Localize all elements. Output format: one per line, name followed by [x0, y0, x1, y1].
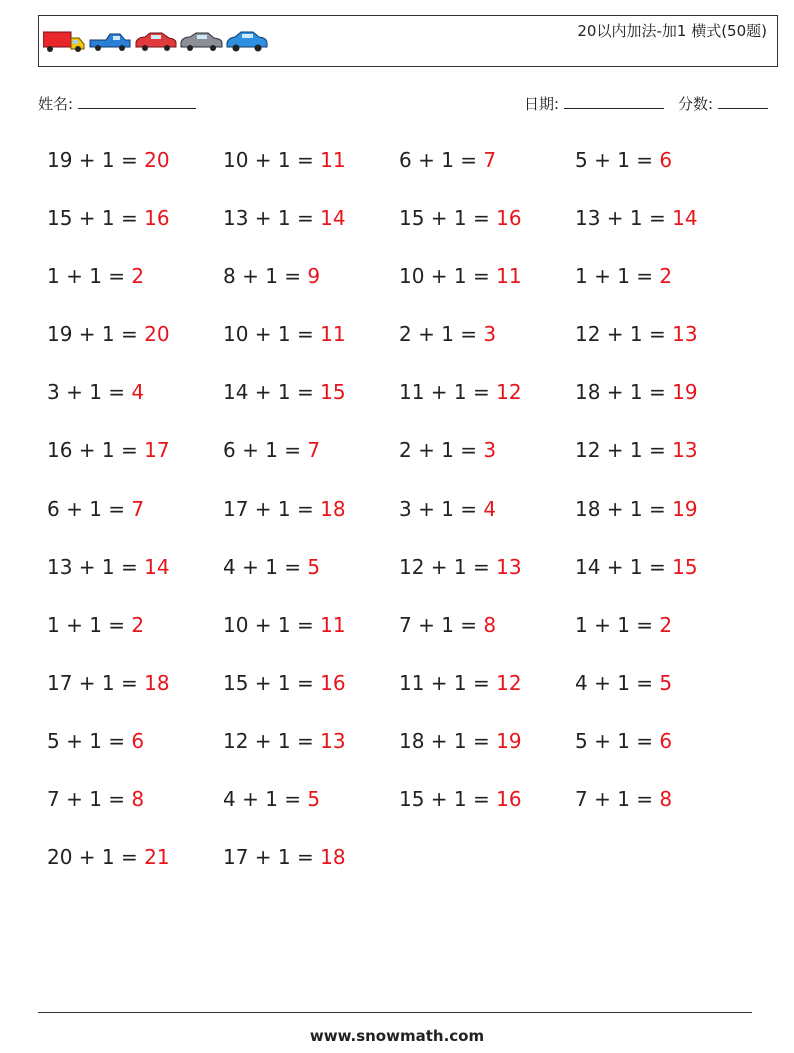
problem-answer: 4 — [131, 380, 145, 405]
problem-question: 20 + 1 = — [47, 845, 145, 870]
problem-answer: 2 — [131, 612, 145, 637]
problem-answer: 2 — [131, 264, 145, 289]
problem-question: 12 + 1 = — [223, 728, 321, 753]
problem-item — [223, 262, 399, 320]
problem-item — [399, 669, 575, 727]
problem-item — [399, 378, 575, 436]
problem-question: 5 + 1 = — [575, 728, 660, 753]
problem-question: 13 + 1 = — [223, 206, 321, 231]
problem-item — [575, 262, 751, 320]
problem-answer: 7 — [307, 438, 321, 463]
problem-answer: 11 — [320, 148, 346, 172]
problem-question: 10 + 1 = — [223, 612, 321, 637]
problem-item — [575, 378, 751, 436]
problem-answer: 6 — [131, 728, 145, 753]
problem-item — [47, 495, 223, 553]
problem-item — [575, 727, 751, 785]
problem-item — [575, 553, 751, 611]
name-field — [38, 93, 196, 114]
problem-item — [399, 727, 575, 785]
vehicle-strip — [43, 30, 273, 54]
problem-question: 19 + 1 = — [47, 148, 145, 172]
problem-question: 17 + 1 = — [223, 496, 321, 521]
problem-question: 4 + 1 = — [223, 554, 308, 579]
problem-answer: 11 — [320, 612, 346, 637]
problem-row — [47, 785, 751, 843]
problem-question: 1 + 1 = — [47, 264, 132, 289]
problem-item — [47, 553, 223, 611]
problem-question: 2 + 1 = — [399, 322, 484, 347]
problem-item — [223, 785, 399, 843]
problem-question: 18 + 1 = — [399, 728, 497, 753]
problem-answer: 19 — [672, 380, 698, 405]
problem-question: 12 + 1 = — [399, 554, 497, 579]
problem-answer: 3 — [483, 322, 497, 347]
problem-question: 4 + 1 = — [223, 787, 308, 812]
problem-item — [575, 204, 751, 262]
problem-item — [223, 436, 399, 494]
problem-question: 5 + 1 = — [47, 728, 132, 753]
problem-answer: 19 — [672, 496, 698, 521]
problem-answer: 8 — [659, 787, 673, 812]
problem-question: 13 + 1 = — [575, 206, 673, 231]
problem-item — [47, 611, 223, 669]
problem-answer: 11 — [496, 264, 522, 289]
problem-answer: 17 — [144, 438, 170, 463]
problem-item — [223, 843, 399, 901]
problem-answer: 16 — [496, 206, 522, 231]
problem-question: 3 + 1 = — [47, 380, 132, 405]
problem-item — [47, 727, 223, 785]
problem-answer: 14 — [320, 206, 346, 231]
problem-answer: 2 — [659, 612, 673, 637]
problem-question: 1 + 1 = — [575, 264, 660, 289]
problem-question: 7 + 1 = — [47, 787, 132, 812]
problem-question: 6 + 1 = — [399, 148, 484, 172]
problem-item — [47, 843, 223, 901]
problem-answer: 9 — [307, 264, 321, 289]
problem-answer: 20 — [144, 322, 170, 347]
problem-item — [575, 320, 751, 378]
problem-answer: 16 — [320, 670, 346, 695]
problem-item — [47, 669, 223, 727]
date-label: 日期: — [524, 95, 560, 113]
problem-item — [47, 785, 223, 843]
problem-question: 15 + 1 = — [223, 670, 321, 695]
problem-answer: 14 — [144, 554, 170, 579]
problem-question: 16 + 1 = — [47, 438, 145, 463]
problem-answer: 18 — [320, 845, 346, 870]
problem-item — [47, 320, 223, 378]
problem-item — [223, 146, 399, 204]
problem-question: 6 + 1 = — [47, 496, 132, 521]
problem-answer: 18 — [320, 496, 346, 521]
problem-row — [47, 320, 751, 378]
problem-item — [399, 553, 575, 611]
problem-row — [47, 262, 751, 320]
problem-answer: 6 — [659, 728, 673, 753]
problem-item — [47, 378, 223, 436]
problem-answer: 4 — [483, 496, 497, 521]
problem-item — [223, 204, 399, 262]
problem-question: 2 + 1 = — [399, 438, 484, 463]
problem-answer: 5 — [307, 787, 321, 812]
problem-question: 1 + 1 = — [575, 612, 660, 637]
problem-item — [399, 495, 575, 553]
problem-item — [399, 146, 575, 204]
problem-row — [47, 669, 751, 727]
problem-item — [223, 669, 399, 727]
pickup-truck-icon — [90, 34, 130, 51]
problem-answer: 8 — [483, 612, 497, 637]
problem-answer: 13 — [496, 554, 522, 579]
problem-question: 1 + 1 = — [47, 612, 132, 637]
problem-answer: 14 — [672, 206, 698, 231]
problem-row — [47, 495, 751, 553]
problem-answer: 7 — [131, 496, 145, 521]
problem-item — [399, 204, 575, 262]
problem-row — [47, 843, 751, 901]
problem-question: 15 + 1 = — [399, 206, 497, 231]
problem-item — [47, 262, 223, 320]
problem-item — [575, 611, 751, 669]
problem-row — [47, 611, 751, 669]
problem-question: 17 + 1 = — [47, 670, 145, 695]
problem-answer: 2 — [659, 264, 673, 289]
problem-item — [399, 262, 575, 320]
problem-item — [575, 785, 751, 843]
problem-question: 15 + 1 = — [47, 206, 145, 231]
problem-question: 4 + 1 = — [575, 670, 660, 695]
problem-answer: 11 — [320, 322, 346, 347]
problem-item — [47, 146, 223, 204]
problem-row — [47, 204, 751, 262]
score-label: 分数: — [678, 95, 714, 113]
problem-item — [223, 727, 399, 785]
date-blank[interactable] — [564, 94, 664, 109]
problem-question: 18 + 1 = — [575, 496, 673, 521]
footer-divider — [38, 1012, 752, 1013]
gray-car-icon — [181, 33, 222, 51]
problem-question: 11 + 1 = — [399, 380, 497, 405]
problem-question: 10 + 1 = — [399, 264, 497, 289]
problem-question: 19 + 1 = — [47, 322, 145, 347]
problem-question: 8 + 1 = — [223, 264, 308, 289]
problem-answer: 16 — [496, 787, 522, 812]
problem-item — [223, 320, 399, 378]
worksheet-title: 20以内加法-加1 横式(50题) — [577, 22, 767, 40]
problem-item — [575, 669, 751, 727]
problem-answer: 12 — [496, 670, 522, 695]
problem-answer: 7 — [483, 148, 497, 172]
footer-url: www.snowmath.com — [309, 1027, 485, 1045]
name-label: 姓名: — [38, 95, 74, 113]
problem-answer: 13 — [672, 322, 698, 347]
problem-question: 3 + 1 = — [399, 496, 484, 521]
problem-answer: 18 — [144, 670, 170, 695]
problem-question: 11 + 1 = — [399, 670, 497, 695]
problem-answer: 5 — [659, 670, 673, 695]
problem-row — [47, 378, 751, 436]
problem-answer: 21 — [144, 845, 170, 870]
blue-car-icon — [227, 32, 267, 52]
problem-answer: 5 — [307, 554, 321, 579]
problem-answer: 13 — [672, 438, 698, 463]
vehicle-icons — [43, 30, 273, 54]
problem-question: 13 + 1 = — [47, 554, 145, 579]
red-car-icon — [136, 33, 176, 51]
problem-item — [223, 495, 399, 553]
problem-question: 7 + 1 = — [575, 787, 660, 812]
problem-answer: 20 — [144, 148, 170, 172]
date-field — [524, 93, 664, 114]
problem-item — [575, 495, 751, 553]
truck-icon — [43, 32, 84, 52]
problem-item — [399, 436, 575, 494]
problem-answer: 15 — [672, 554, 698, 579]
problem-item — [575, 436, 751, 494]
problem-item — [399, 611, 575, 669]
problem-question: 10 + 1 = — [223, 148, 321, 172]
problem-question: 15 + 1 = — [399, 787, 497, 812]
problem-item — [47, 436, 223, 494]
problem-question: 7 + 1 = — [399, 612, 484, 637]
score-field — [678, 93, 768, 114]
problem-question: 5 + 1 = — [575, 148, 660, 172]
problem-item — [399, 785, 575, 843]
header-box — [38, 15, 778, 67]
problem-question: 12 + 1 = — [575, 322, 673, 347]
problem-item — [223, 611, 399, 669]
problem-row — [47, 436, 751, 494]
problem-row — [47, 727, 751, 785]
problem-answer: 13 — [320, 728, 346, 753]
problem-question: 6 + 1 = — [223, 438, 308, 463]
name-blank[interactable] — [78, 94, 196, 109]
problem-question: 18 + 1 = — [575, 380, 673, 405]
problem-answer: 8 — [131, 787, 145, 812]
problem-answer: 15 — [320, 380, 346, 405]
problem-answer: 16 — [144, 206, 170, 231]
score-blank[interactable] — [718, 94, 768, 109]
problem-item — [223, 378, 399, 436]
problem-row — [47, 146, 751, 204]
problem-question: 14 + 1 = — [575, 554, 673, 579]
problem-item — [399, 320, 575, 378]
problem-question: 12 + 1 = — [575, 438, 673, 463]
problem-answer: 19 — [496, 728, 522, 753]
problem-question: 14 + 1 = — [223, 380, 321, 405]
problem-answer: 6 — [659, 148, 673, 172]
problem-question: 10 + 1 = — [223, 322, 321, 347]
problem-item — [47, 204, 223, 262]
problem-answer: 12 — [496, 380, 522, 405]
problem-item — [223, 553, 399, 611]
problem-grid — [47, 146, 751, 901]
problem-item — [575, 146, 751, 204]
problem-row — [47, 553, 751, 611]
problem-question: 17 + 1 = — [223, 845, 321, 870]
problem-answer: 3 — [483, 438, 497, 463]
